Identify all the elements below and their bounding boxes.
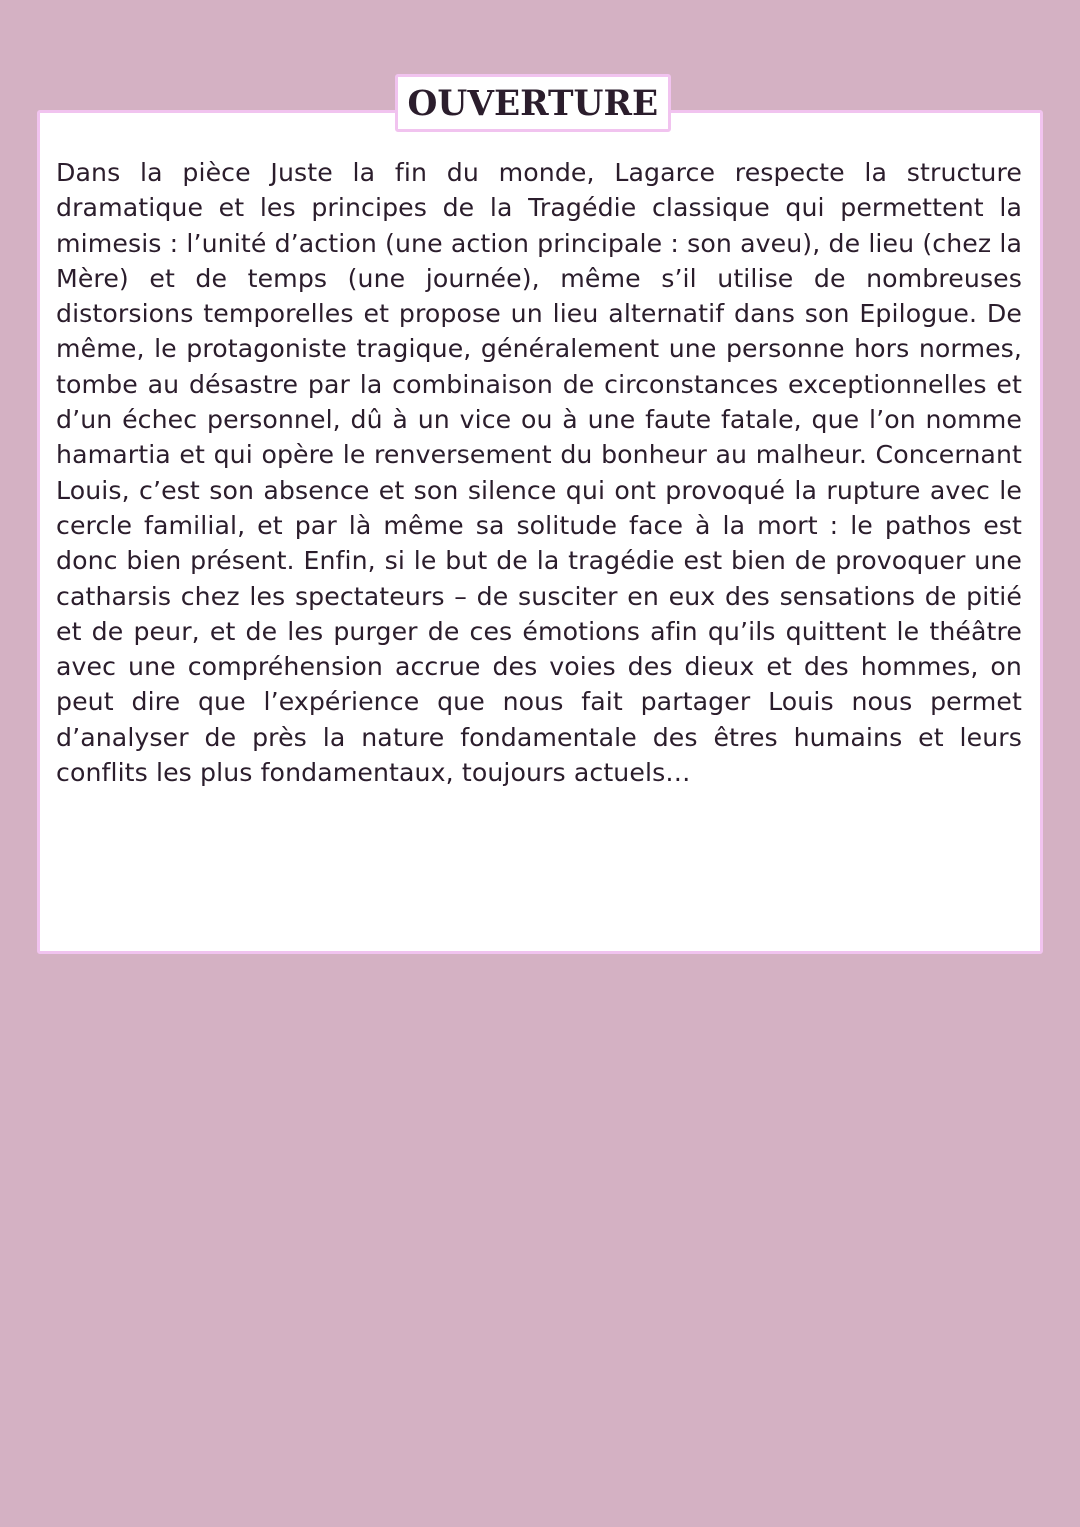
section-title: OUVERTURE — [407, 82, 659, 124]
body-paragraph: Dans la pièce Juste la fin du monde, Lagarce respecte la structure dramatique et les principes de la Tragédie classique qui permettent la mimesis : l’unité d’action (une action principale : son aveu), de lieu (chez la Mère) et de temps (une journée), même s’il utilise de nombreuses distorsions temporelles et propose un lieu alternatif dans son Epilogue. De même, le protagoniste tragique, généralement une personne hors normes, tombe au désastre par la combinaison de circonstances exceptionnelles et d’un échec personnel, dû à un vice ou à une faute fatale, que l’on nomme hamartia et qui opère le renversement du bonheur au malheur. Concernant Louis, c’est son absence et son silence qui ont provoqué la rupture avec le cercle familial, et par là même sa solitude face à la mort : le pathos est donc bien présent. Enfin, si le but de la tragédie est bien de provoquer une catharsis chez les spectateurs – de susciter en eux des sensations de pitié et de peur, et de les purger de ces émotions afin qu’ils quittent le théâtre avec une compréhension accrue des voies des dieux et des hommes, on peut dire que l’expérience que nous fait partager Louis nous permet d’analyser de près la nature fondamentale des êtres humains et leurs conflits les plus fondamentaux, toujours actuels… — [56, 158, 1022, 788]
title-box — [395, 74, 671, 132]
